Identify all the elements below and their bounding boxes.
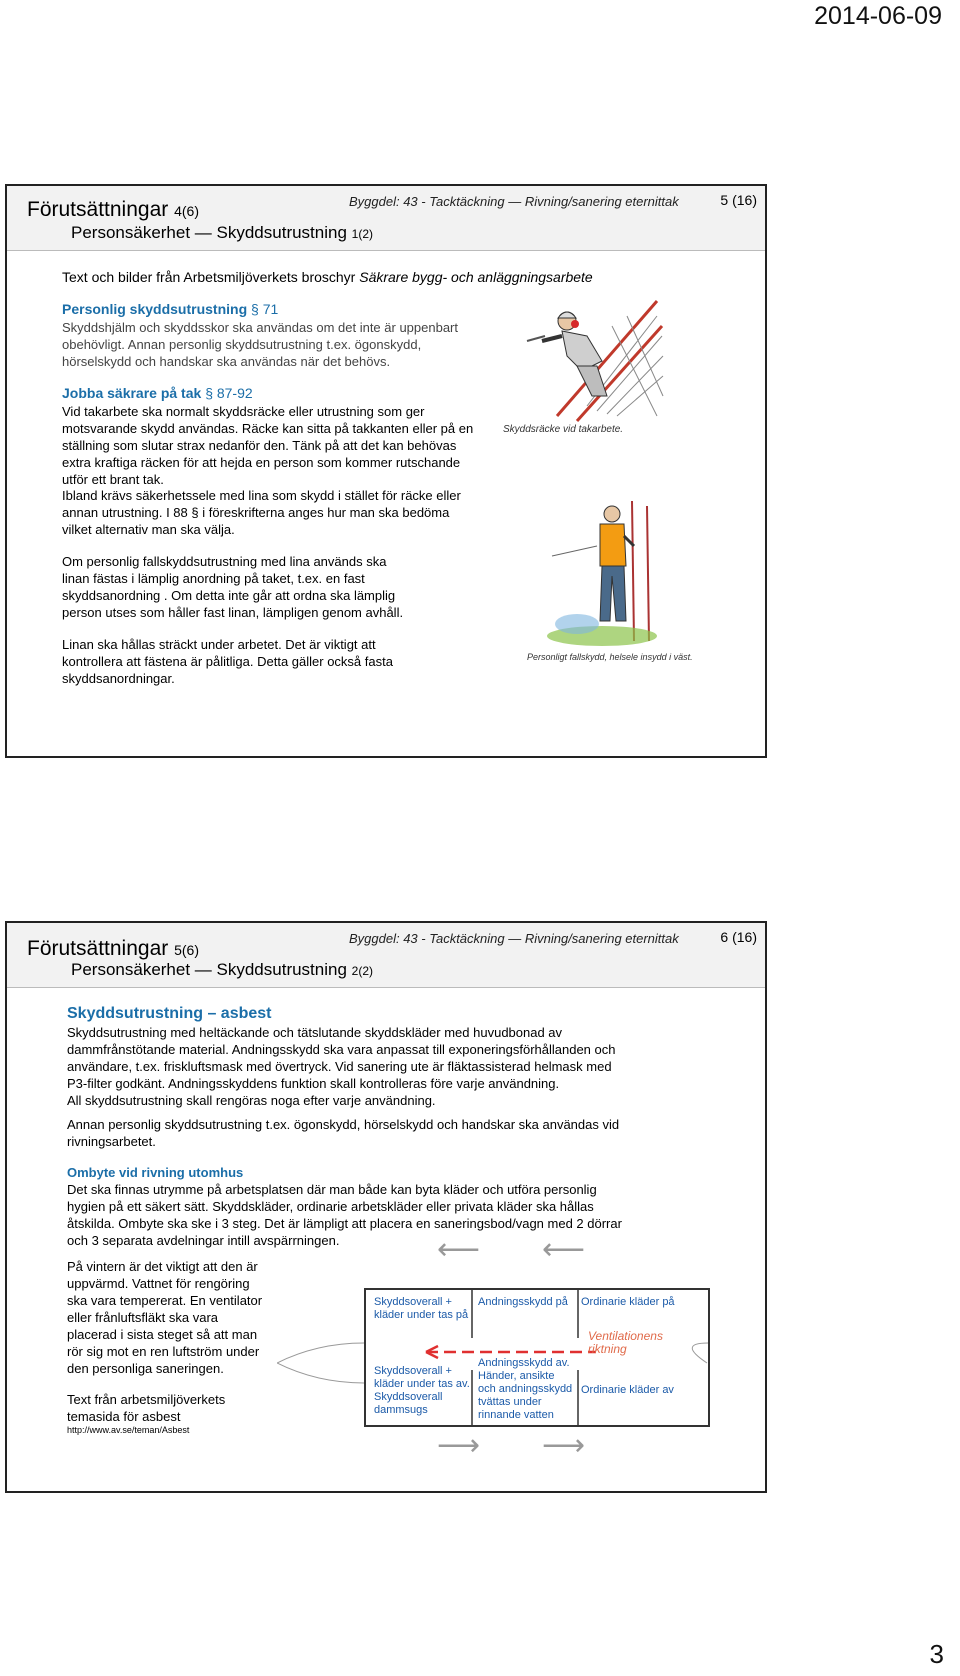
slide-header: [7, 923, 765, 988]
print-date: 2014-06-09: [814, 2, 942, 30]
intro-line: Text och bilder från Arbetsmiljöverkets broschyr Säkrare bygg- och anläggningsarbete: [62, 269, 593, 285]
paragraph-change-outdoors: Det ska finnas utrymme på arbetsplatsen där man både kan byta kläder och utföra personlig hygien på ett säkert sätt. Skyddskläder, ordinarie arbetskläder eller privata kläder ska hållas åtskilda. Ombyte ska ske i 3 steg. Det är lämpligt att placera en saneringsbod/vagn med 2 dörrar och 3 separata avdelningar intill avspärrningen.: [67, 1182, 622, 1248]
heading-personal-protection: Personlig skyddsutrustning § 71: [62, 301, 279, 317]
harness-illustration: [542, 496, 662, 646]
paragraph-source: Text från arbetsmiljöverkets temasida för asbest: [67, 1392, 226, 1424]
cell-top-mid: Andningsskydd på: [478, 1296, 568, 1308]
arrow-left-icon: ⟵: [542, 1233, 586, 1266]
sanitation-unit-diagram: [364, 1288, 710, 1427]
cell-top-right: Ordinarie kläder på: [581, 1296, 675, 1308]
arrow-right-icon: ⟶: [437, 1429, 481, 1462]
slide-title: Förutsättningar 4(6): [27, 198, 199, 221]
paragraph-other-equipment: Annan personlig skyddsutrustning t.ex. ögonskydd, hörselskydd och handskar ska användas vid rivningsarbetet.: [67, 1117, 620, 1149]
paragraph-line-tension: Linan ska hållas sträckt under arbetet. Det är viktigt att kontrollera att fästena är pålitliga. Detta gäller också fasta skyddsanordningar.: [62, 637, 393, 686]
heading-roof-safety: Jobba säkrare på tak § 87-92: [62, 385, 253, 401]
arrow-left-icon: ⟵: [437, 1233, 481, 1266]
cell-top-left: Skyddsoverall + kläder under tas på: [374, 1296, 469, 1321]
cell-bottom-right: Ordinarie kläder av: [581, 1384, 674, 1396]
slide-page-number: 5 (16): [720, 192, 757, 208]
slide-title: Förutsättningar 5(6): [27, 937, 199, 960]
paragraph-roof-railing: Vid takarbete ska normalt skyddsräcke eller utrustning som ger motsvarande skydd användas. Räcke kan sitta på takkanten eller på en ställning som slutar strax nedanför den. Tänk på att det kan behövas extra kraftiga räcken för att hejda en person som kommer rutschande utför ett brant tak.: [62, 404, 474, 487]
slide-5: [5, 184, 767, 758]
slide-header: [7, 186, 765, 251]
slide-6: [5, 921, 767, 1493]
arrow-right-icon: ⟶: [542, 1429, 586, 1462]
cell-bottom-left: Skyddsoverall + kläder under tas av. Skyddsoverall dammsugs: [374, 1365, 470, 1416]
ventilation-label: Ventilationens riktning: [588, 1329, 663, 1356]
slide-subtitle: Personsäkerhet — Skyddsutrustning 2(2): [71, 960, 373, 979]
heading-asbestos-equipment: Skyddsutrustning – asbest: [67, 1005, 272, 1022]
paragraph-winter: På vintern är det viktigt att den är uppvärmd. Vattnet för rengöring ska vara tempererat. En ventilator eller frånluftsfläkt ska vara placerad i sista steget så att man rör sig mot en ren luftström under den personliga saneringen.: [67, 1259, 263, 1376]
cell-bottom-mid: Andningsskydd av. Händer, ansikte och andningsskydd tvättas under rinnande vatten: [478, 1357, 573, 1421]
slide-subtitle: Personsäkerhet — Skyddsutrustning 1(2): [71, 223, 373, 242]
breadcrumb: Byggdel: 43 - Tacktäckning — Rivning/sanering eternittak: [349, 931, 679, 946]
paragraph-fall-protection: Om personlig fallskyddsutrustning med lina används ska linan fästas i lämplig anordning på taket, t.ex. en fast skyddsanordning . Om detta inte går att ordna ska lämplig person utses som håller fast linan, lämpligen genom avhåll.: [62, 554, 404, 620]
paragraph-helmet: Skyddshjälm och skyddsskor ska användas om det inte är uppenbart obehövligt. Annan personlig skyddsutrustning t.ex. ögonskydd, hörselskydd och handskar ska användas när det behövs.: [62, 320, 458, 369]
breadcrumb: Byggdel: 43 - Tacktäckning — Rivning/sanering eternittak: [349, 194, 679, 209]
page-number: 3: [929, 1639, 944, 1669]
slide-page-number: 6 (16): [720, 929, 757, 945]
paragraph-harness: Ibland krävs säkerhetssele med lina som skydd i stället för räcke eller annan utrustning. I 88 § i föreskrifterna anges hur man ska bedöma vilket alternativ man ska välja.: [62, 488, 461, 537]
paragraph-asbestos-equipment: Skyddsutrustning med heltäckande och tätslutande skyddskläder med huvudbonad av dammfrånstötande material. Andningsskydd ska vara anpassat till exponeringsförhållanden och användare, t.ex. friskluftsmask med övertryck. Vid sanering ute är fläktassisterad helmask med P3-filter godkänt. Andningsskyddens funktion skall kontrolleras före varje användning. All skyddsutrustning skall rengöras noga efter varje användning.: [67, 1025, 616, 1108]
source-url[interactable]: http://www.av.se/teman/Asbest: [67, 1425, 190, 1435]
roof-railing-caption: Skyddsräcke vid takarbete.: [503, 424, 624, 435]
heading-change-outdoors: Ombyte vid rivning utomhus: [67, 1165, 244, 1180]
harness-caption: Personligt fallskydd, helsele insydd i väst.: [527, 652, 693, 662]
roof-railing-illustration: [517, 296, 667, 426]
